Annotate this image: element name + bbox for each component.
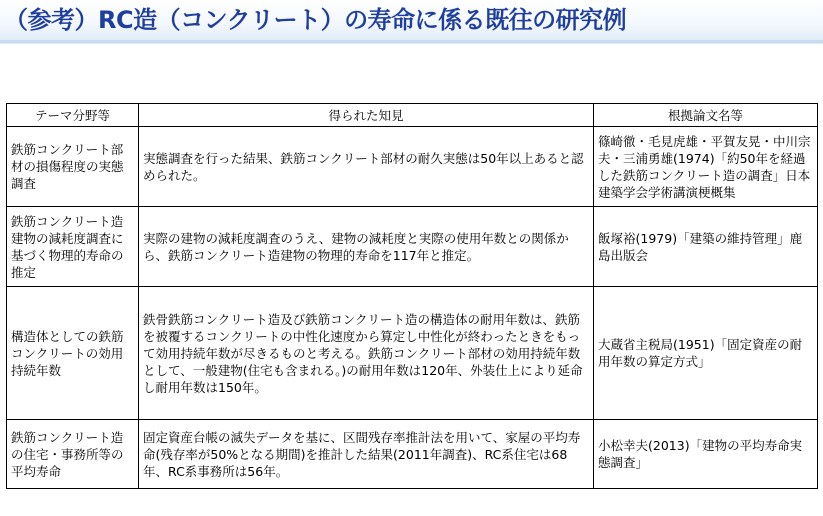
cell-finding: 鉄骨鉄筋コンクリート造及び鉄筋コンクリート造の構造体の耐用年数は、鉄筋を被覆するコンクリートの中性化速度から算定し中性化が終わったときをもって効用持続年数が尽きるものと考える。鉄筋コンクリート部材の効用持続年数として、一般建物(住宅も含まれる。)の耐用年数は120年、外装仕上により延命し耐用年数は150年。 bbox=[139, 287, 594, 420]
cell-theme: 鉄筋コンクリート造の住宅・事務所等の平均寿命 bbox=[7, 420, 139, 489]
page-title: （参考）RC造（コンクリート）の寿命に係る既往の研究例 bbox=[4, 6, 627, 34]
cell-finding: 固定資産台帳の滅失データを基に、区間残存率推計法を用いて、家屋の平均寿命(残存率が50%となる期間)を推計した結果(2011年調査)、RC系住宅は68年、RC系事務所は56年。 bbox=[139, 420, 594, 489]
header-theme: テーマ分野等 bbox=[7, 104, 139, 127]
cell-theme: 構造体としての鉄筋コンクリートの効用持続年数 bbox=[7, 287, 139, 420]
title-underline bbox=[0, 40, 823, 43]
cell-finding: 実際の建物の減耗度調査のうえ、建物の減耗度と実際の使用年数との関係から、鉄筋コンクリート造建物の物理的寿命を117年と推定。 bbox=[139, 207, 594, 287]
cell-source: 飯塚裕(1979)「建築の維持管理」鹿島出版会 bbox=[594, 207, 818, 287]
cell-theme: 鉄筋コンクリート部材の損傷程度の実態調査 bbox=[7, 127, 139, 207]
header-finding: 得られた知見 bbox=[139, 104, 594, 127]
research-table bbox=[6, 103, 818, 489]
table-row bbox=[7, 420, 818, 489]
table-header-row bbox=[7, 104, 818, 127]
table-row bbox=[7, 127, 818, 207]
table-row bbox=[7, 207, 818, 287]
cell-source: 篠崎徹・毛見虎雄・平賀友晃・中川宗夫・三浦勇雄(1974)「約50年を経過した鉄筋コンクリート造の調査」日本建築学会学術講演梗概集 bbox=[594, 127, 818, 207]
cell-theme: 鉄筋コンクリート造建物の減耗度調査に基づく物理的寿命の推定 bbox=[7, 207, 139, 287]
cell-source: 大蔵省主税局(1951)「固定資産の耐用年数の算定方式」 bbox=[594, 287, 818, 420]
cell-finding: 実態調査を行った結果、鉄筋コンクリート部材の耐久実態は50年以上あると認められた。 bbox=[139, 127, 594, 207]
cell-source: 小松幸夫(2013)「建物の平均寿命実態調査」 bbox=[594, 420, 818, 489]
table-row bbox=[7, 287, 818, 420]
header-source: 根拠論文名等 bbox=[594, 104, 818, 127]
